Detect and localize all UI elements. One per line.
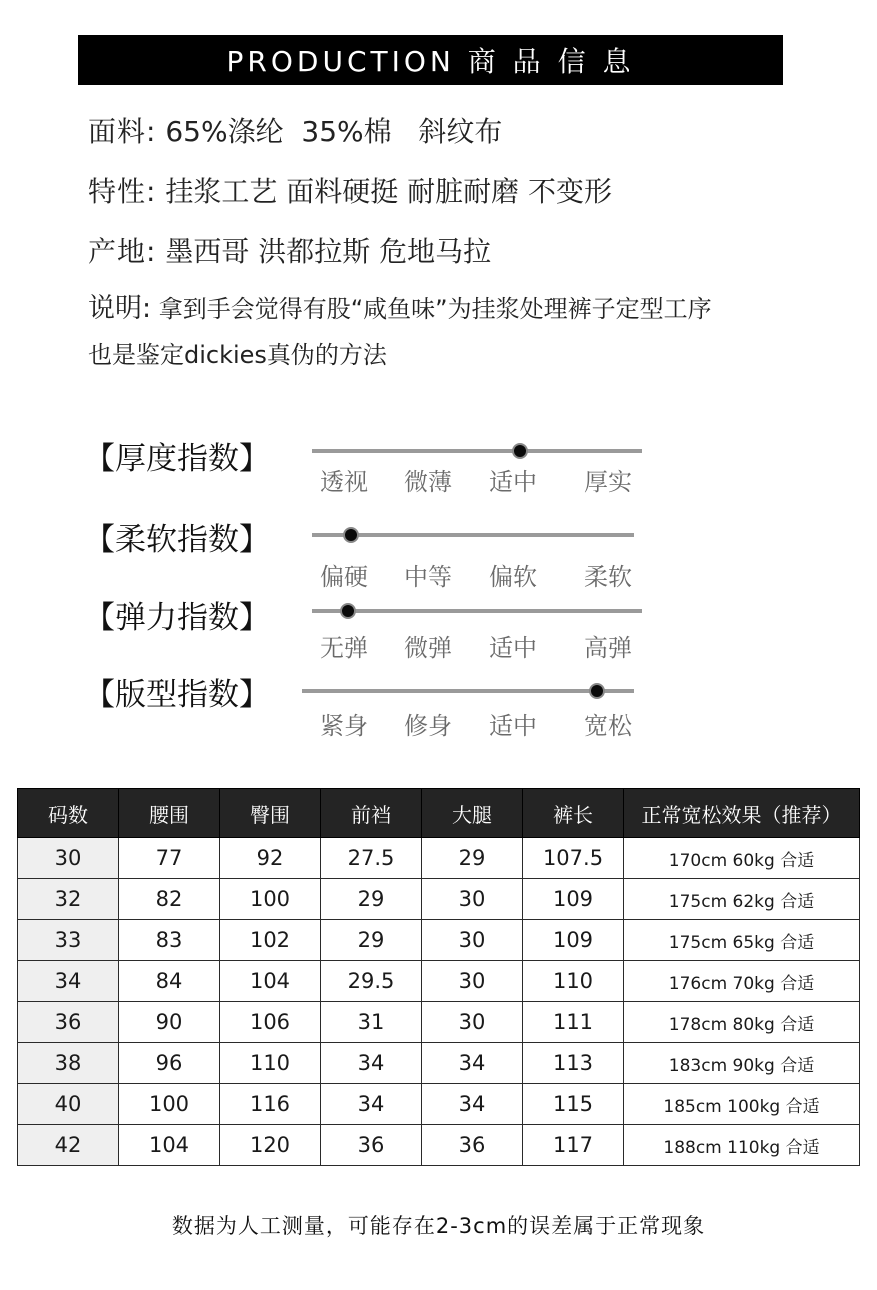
note-line-1 <box>88 286 712 325</box>
elasticity-scale-1: 无弹 <box>320 634 368 662</box>
fit-scale-3: 适中 <box>489 712 537 740</box>
cell-length: 110 <box>523 961 624 1002</box>
feature-line <box>88 170 612 210</box>
cell-front-rise: 34 <box>321 1084 422 1125</box>
cell-recommended-fit: 175cm 62kg 合适 <box>624 879 860 920</box>
table-row <box>18 1043 860 1084</box>
thickness-scale-1: 透视 <box>320 468 368 496</box>
cell-waist: 96 <box>119 1043 220 1084</box>
table-row <box>18 879 860 920</box>
cell-front-rise: 34 <box>321 1043 422 1084</box>
header-size: 码数 <box>18 789 119 838</box>
elasticity-scale-3: 适中 <box>489 634 537 662</box>
elasticity-scale-2: 微弹 <box>404 634 452 662</box>
cell-length: 109 <box>523 920 624 961</box>
cell-hip: 104 <box>220 961 321 1002</box>
cell-thigh: 30 <box>422 961 523 1002</box>
cell-length: 109 <box>523 879 624 920</box>
cell-front-rise: 27.5 <box>321 838 422 879</box>
thickness-track <box>312 449 642 453</box>
section-title: PRODUCTION 商 品 信 息 <box>226 45 635 78</box>
softness-index-label: 【柔软指数】 <box>84 522 270 558</box>
cell-hip: 102 <box>220 920 321 961</box>
cell-length: 115 <box>523 1084 624 1125</box>
header-length: 裤长 <box>523 789 624 838</box>
elasticity-track <box>312 609 642 613</box>
fit-marker <box>589 683 605 699</box>
cell-thigh: 30 <box>422 879 523 920</box>
cell-size: 40 <box>18 1084 119 1125</box>
cell-size: 38 <box>18 1043 119 1084</box>
softness-scale-2: 中等 <box>404 563 452 591</box>
elasticity-index-label: 【弹力指数】 <box>84 600 270 636</box>
elasticity-marker <box>340 603 356 619</box>
fabric-label: 面料: <box>88 115 157 148</box>
measurement-footnote: 数据为人工测量，可能存在2-3cm的误差属于正常现象 <box>171 1214 706 1238</box>
cell-size: 34 <box>18 961 119 1002</box>
table-row <box>18 838 860 879</box>
cell-thigh: 36 <box>422 1125 523 1166</box>
thickness-marker <box>512 443 528 459</box>
cell-front-rise: 36 <box>321 1125 422 1166</box>
cell-size: 36 <box>18 1002 119 1043</box>
cell-waist: 77 <box>119 838 220 879</box>
thickness-scale-3: 适中 <box>489 468 537 496</box>
table-header-row <box>18 789 860 838</box>
cell-recommended-fit: 175cm 65kg 合适 <box>624 920 860 961</box>
cell-recommended-fit: 170cm 60kg 合适 <box>624 838 860 879</box>
cell-front-rise: 29.5 <box>321 961 422 1002</box>
note-text-2: 也是鉴定dickies真伪的方法 <box>88 341 387 369</box>
cell-recommended-fit: 176cm 70kg 合适 <box>624 961 860 1002</box>
cell-thigh: 30 <box>422 1002 523 1043</box>
cell-thigh: 34 <box>422 1043 523 1084</box>
thickness-index-label: 【厚度指数】 <box>84 441 270 477</box>
cell-length: 107.5 <box>523 838 624 879</box>
cell-hip: 120 <box>220 1125 321 1166</box>
header-front-rise: 前裆 <box>321 789 422 838</box>
cell-front-rise: 31 <box>321 1002 422 1043</box>
origin-line <box>88 230 491 270</box>
softness-scale-1: 偏硬 <box>320 563 368 591</box>
header-waist: 腰围 <box>119 789 220 838</box>
cell-waist: 100 <box>119 1084 220 1125</box>
fit-index-label: 【版型指数】 <box>84 677 270 713</box>
cell-size: 32 <box>18 879 119 920</box>
fabric-value: 65%涤纶 35%棉 斜纹布 <box>165 115 503 148</box>
cell-length: 117 <box>523 1125 624 1166</box>
cell-front-rise: 29 <box>321 879 422 920</box>
cell-size: 33 <box>18 920 119 961</box>
note-line-2 <box>88 335 387 370</box>
softness-marker <box>343 527 359 543</box>
cell-length: 113 <box>523 1043 624 1084</box>
cell-hip: 92 <box>220 838 321 879</box>
header-thigh: 大腿 <box>422 789 523 838</box>
fit-scale-1: 紧身 <box>320 712 368 740</box>
cell-waist: 90 <box>119 1002 220 1043</box>
fit-scale-4: 宽松 <box>584 712 632 740</box>
elasticity-scale-4: 高弹 <box>584 634 632 662</box>
table-row <box>18 920 860 961</box>
cell-recommended-fit: 185cm 100kg 合适 <box>624 1084 860 1125</box>
fit-track <box>302 689 634 693</box>
cell-recommended-fit: 188cm 110kg 合适 <box>624 1125 860 1166</box>
section-header-banner <box>78 35 783 85</box>
cell-waist: 82 <box>119 879 220 920</box>
table-row <box>18 1125 860 1166</box>
softness-scale-4: 柔软 <box>584 563 632 591</box>
cell-size: 30 <box>18 838 119 879</box>
cell-recommended-fit: 178cm 80kg 合适 <box>624 1002 860 1043</box>
cell-front-rise: 29 <box>321 920 422 961</box>
note-text-1: 拿到手会觉得有股“咸鱼味”为挂浆处理裤子定型工序 <box>158 295 712 323</box>
origin-value: 墨西哥 洪都拉斯 危地马拉 <box>165 235 492 268</box>
size-chart-table <box>17 788 860 1166</box>
cell-hip: 106 <box>220 1002 321 1043</box>
cell-waist: 84 <box>119 961 220 1002</box>
table-row <box>18 1084 860 1125</box>
fit-scale-2: 修身 <box>404 712 452 740</box>
thickness-scale-2: 微薄 <box>404 468 452 496</box>
origin-label: 产地: <box>88 235 157 268</box>
cell-size: 42 <box>18 1125 119 1166</box>
cell-waist: 104 <box>119 1125 220 1166</box>
cell-hip: 110 <box>220 1043 321 1084</box>
cell-thigh: 29 <box>422 838 523 879</box>
softness-track <box>312 533 634 537</box>
softness-scale-3: 偏软 <box>489 563 537 591</box>
cell-hip: 116 <box>220 1084 321 1125</box>
fabric-line <box>88 110 502 150</box>
cell-thigh: 30 <box>422 920 523 961</box>
feature-label: 特性: <box>88 175 157 208</box>
table-row <box>18 961 860 1002</box>
header-recommended-fit: 正常宽松效果（推荐） <box>624 789 860 838</box>
feature-value: 挂浆工艺 面料硬挺 耐脏耐磨 不变形 <box>165 175 613 208</box>
thickness-scale-4: 厚实 <box>584 468 632 496</box>
note-label: 说明: <box>88 293 152 324</box>
cell-waist: 83 <box>119 920 220 961</box>
table-row <box>18 1002 860 1043</box>
cell-length: 111 <box>523 1002 624 1043</box>
cell-recommended-fit: 183cm 90kg 合适 <box>624 1043 860 1084</box>
cell-hip: 100 <box>220 879 321 920</box>
header-hip: 臀围 <box>220 789 321 838</box>
cell-thigh: 34 <box>422 1084 523 1125</box>
